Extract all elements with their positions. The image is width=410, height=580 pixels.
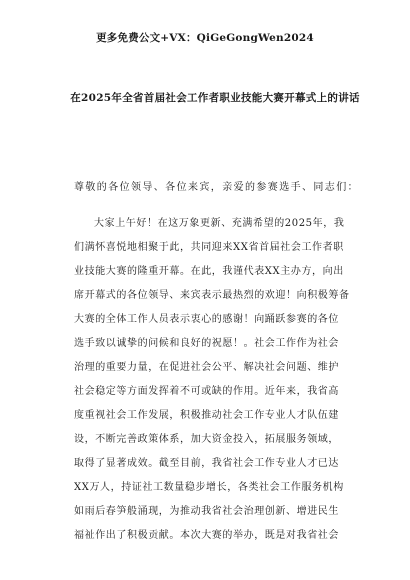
body-line: 选手致以诚挚的问候和良好的祝愿！。社会工作作为社会: [74, 338, 339, 349]
body-line: 福祉作出了积极贡献。本次大赛的举办，既是对我省社会: [74, 530, 339, 541]
body-line: 席开幕式的各位领导、来宾表示最热烈的欢迎！向积极筹备: [74, 290, 350, 301]
promo-header: 更多免费公文+VX：QiGeGongWen2024: [96, 32, 314, 44]
body-line: 业技能大赛的隆重开幕。在此，我谨代表XX主办方，向出: [74, 266, 344, 277]
body-line: 大赛的全体工作人员表示衷心的感谢！向踊跃参赛的各位: [74, 314, 339, 325]
body-line: 社会稳定等方面发挥着不可或缺的作用。近年来，我省高: [74, 386, 339, 397]
body-line: 治理的重要力量，在促进社会公平、解决社会问题、维护: [74, 362, 339, 373]
body-line: 度重视社会工作发展，积极推动社会工作专业人才队伍建: [74, 410, 339, 421]
body-line: 取得了显著成效。截至目前，我省社会工作专业人才已达: [74, 458, 339, 469]
salutation: 尊敬的各位领导、各位来宾，亲爱的参赛选手、同志们：: [74, 182, 359, 193]
body-line: 如雨后春笋般涌现，为推动我省社会治理创新、增进民生: [74, 506, 339, 517]
body-line: 们满怀喜悦地相聚于此，共同迎来XX省首届社会工作者职: [74, 242, 344, 253]
speech-body: [74, 212, 359, 548]
body-line: 设，不断完善政策体系，加大资金投入，拓展服务领域，: [74, 434, 339, 445]
body-line: XX万人，持证社工数量稳步增长，各类社会工作服务机构: [74, 482, 344, 493]
body-line: 大家上午好！在这万象更新、充满希望的2025年，我: [94, 218, 345, 229]
document-title: 在2025年全省首届社会工作者职业技能大赛开幕式上的讲话: [70, 92, 360, 104]
